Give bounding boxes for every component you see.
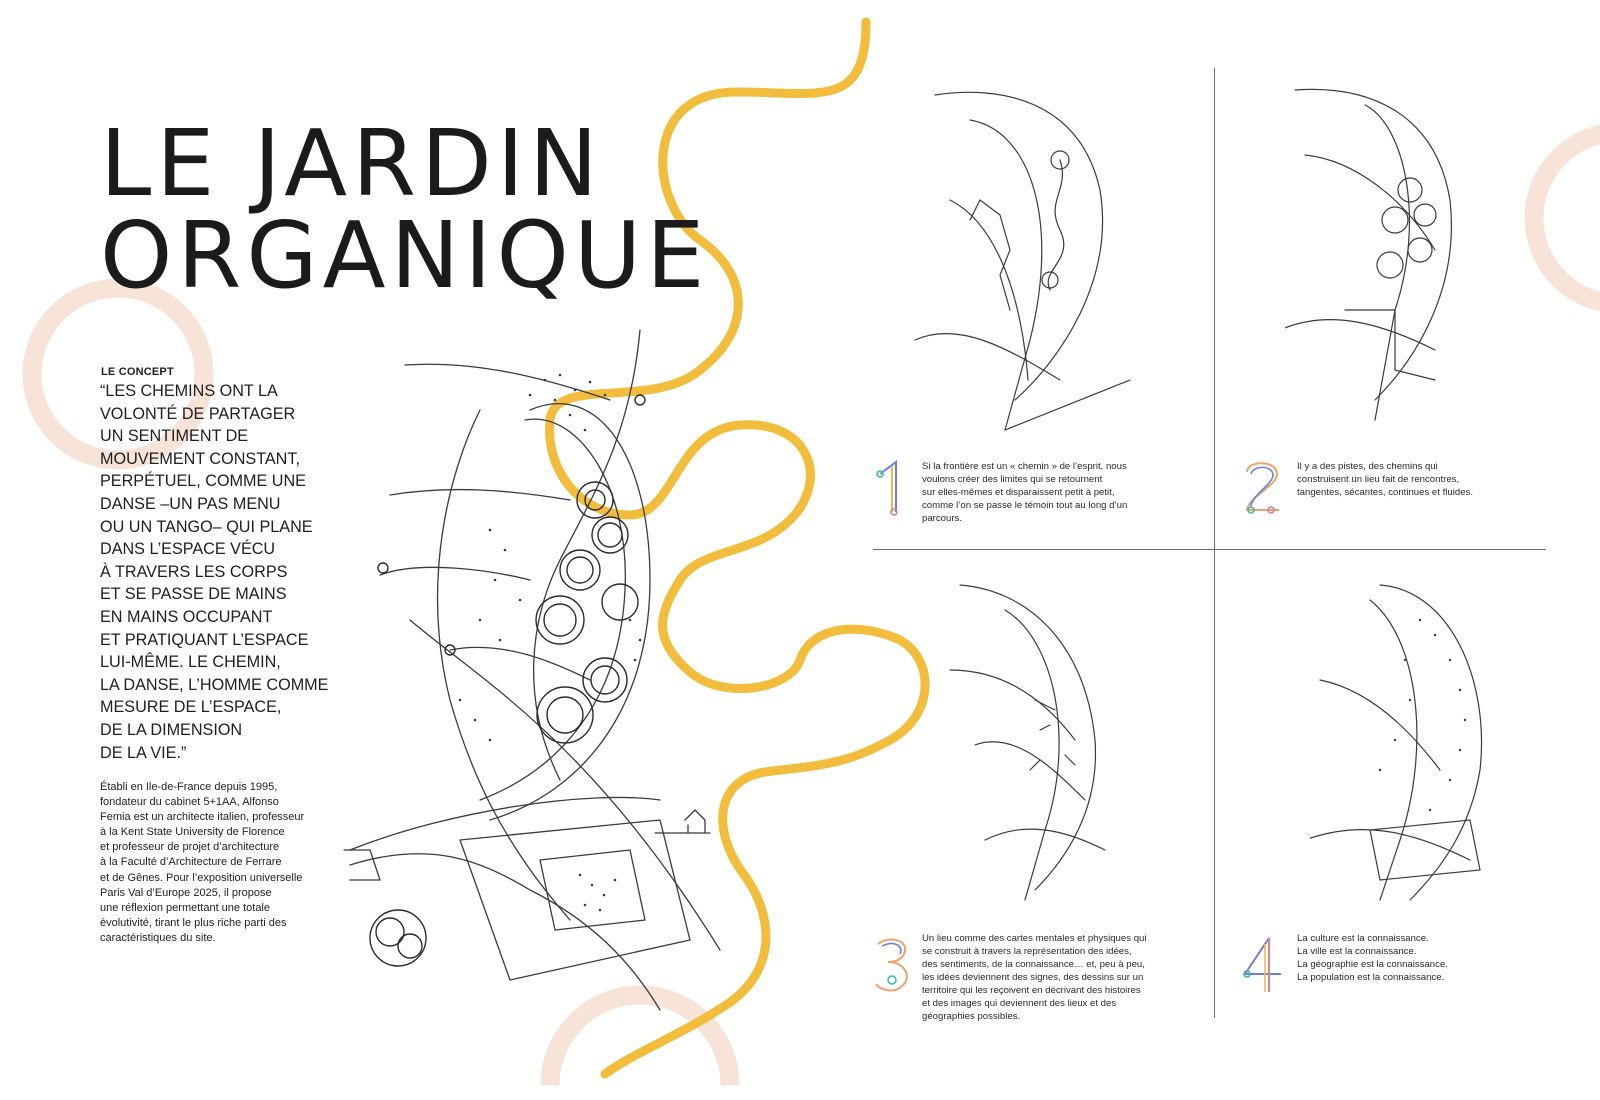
page-title	[100, 110, 710, 309]
step-text-line: territoire qui les reçoivent en décrivant des histoires	[922, 985, 1141, 996]
quote-line: DANSE –UN PAS MENU	[100, 494, 281, 513]
step-text-line: La géographie est la connaissance.	[1297, 959, 1448, 970]
bio-line: fondateur du cabinet 5+1AA, Alfonso	[100, 796, 279, 809]
bio-line: une réflexion permettant une totale	[100, 901, 271, 914]
step-text-line: comme l’on se passe le témoin tout au long d’un	[922, 500, 1128, 511]
quote-line: LA DANSE, L’HOMME COMME	[100, 675, 329, 694]
bio-line: et de Gênes. Pour l’exposition universelle	[100, 871, 303, 884]
step-text-line: géographies possibles.	[922, 1011, 1021, 1022]
step-text-line: voulons créer des limites qui se retournent	[922, 474, 1103, 485]
quote-line: À TRAVERS LES CORPS	[100, 562, 288, 581]
step-4-number-icon	[1241, 934, 1283, 996]
architect-bio	[100, 780, 335, 946]
bio-line: évolutivité, tirant le plus riche parti des	[100, 916, 287, 929]
concept-quote	[100, 380, 350, 764]
quote-line: OU UN TANGO– QUI PLANE	[100, 517, 313, 536]
step-text-line: parcours.	[922, 513, 962, 524]
step-text-line: La population est la connaissance.	[1297, 972, 1445, 983]
step-text-line: Il y a des pistes, des chemins qui	[1297, 461, 1438, 472]
step-2-sketch	[1285, 80, 1515, 440]
bio-line: à la Kent State University de Florence	[100, 826, 285, 839]
quote-line: EN MAINS OCCUPANT	[100, 607, 273, 626]
peach-ring-right	[1534, 132, 1600, 304]
step-2-text	[1297, 460, 1473, 499]
step-3-number-icon	[872, 934, 914, 996]
step-text-line: Si la frontière est un « chemin » de l’esprit, nous	[922, 461, 1127, 472]
step-1-sketch	[910, 80, 1160, 440]
main-site-sketch	[330, 320, 750, 1020]
step-text-line: sur elles-mêmes et disparaissent petit à petit,	[922, 487, 1115, 498]
quote-line: “LES CHEMINS ONT LA	[100, 382, 278, 400]
quote-line: MESURE DE L’ESPACE,	[100, 698, 282, 717]
quote-line: MOUVEMENT CONSTANT,	[100, 449, 300, 468]
title-line-1: LE JARDIN	[100, 110, 603, 217]
quote-line: DE LA DIMENSION	[100, 720, 243, 739]
bio-line: et professeur de projet d’architecture	[100, 841, 280, 854]
step-text-line: des sentiments, de la connaissance… et, peu à peu,	[922, 959, 1145, 970]
step-3-sketch	[945, 580, 1165, 910]
bio-line: Paris Val d’Europe 2025, il propose	[100, 886, 272, 899]
bio-line: Femia est un architecte italien, professeur	[100, 811, 305, 824]
quote-line: PERPÉTUEL, COMME UNE	[100, 472, 306, 491]
step-text-line: La culture est la connaissance.	[1297, 933, 1429, 944]
step-3-text	[922, 932, 1147, 1023]
title-line-2: ORGANIQUE	[100, 202, 710, 309]
quote-line: VOLONTÉ DE PARTAGER	[100, 404, 296, 423]
step-text-line: Un lieu comme des cartes mentales et physiques qui	[922, 933, 1147, 944]
step-1-text	[922, 460, 1127, 525]
bio-line: à la Faculté d’Architecture de Ferrare	[100, 856, 282, 869]
quote-line: DE LA VIE.”	[100, 743, 187, 762]
step-4-sketch	[1310, 580, 1520, 910]
vertical-divider	[1214, 68, 1215, 1018]
quote-line: ET PRATIQUANT L’ESPACE	[100, 630, 309, 649]
bio-line: Établi en Ile-de-France depuis 1995,	[100, 781, 278, 793]
step-4-text	[1297, 932, 1448, 984]
step-text-line: tangentes, sécantes, continues et fluides.	[1297, 487, 1473, 498]
concept-label: LE CONCEPT	[101, 366, 174, 378]
step-text-line: La ville est la connaissance.	[1297, 946, 1417, 957]
step-text-line: et des images qui deviennent des lieux et des	[922, 998, 1117, 1009]
step-text-line: construisent un lieu fait de rencontres,	[1297, 474, 1460, 485]
bio-line: caractéristiques du site.	[100, 931, 216, 944]
quote-line: DANS L’ESPACE VÉCU	[100, 540, 276, 559]
quote-line: UN SENTIMENT DE	[100, 427, 249, 446]
step-2-number-icon	[1241, 456, 1283, 518]
step-text-line: se construit à travers la représentation des idées,	[922, 946, 1132, 957]
horizontal-divider	[873, 549, 1546, 550]
step-text-line: les idées deviennent des signes, des dessins sur un	[922, 972, 1144, 983]
quote-line: LUI-MÊME. LE CHEMIN,	[100, 653, 281, 672]
quote-line: ET SE PASSE DE MAINS	[100, 585, 287, 604]
step-1-number-icon	[872, 456, 914, 518]
